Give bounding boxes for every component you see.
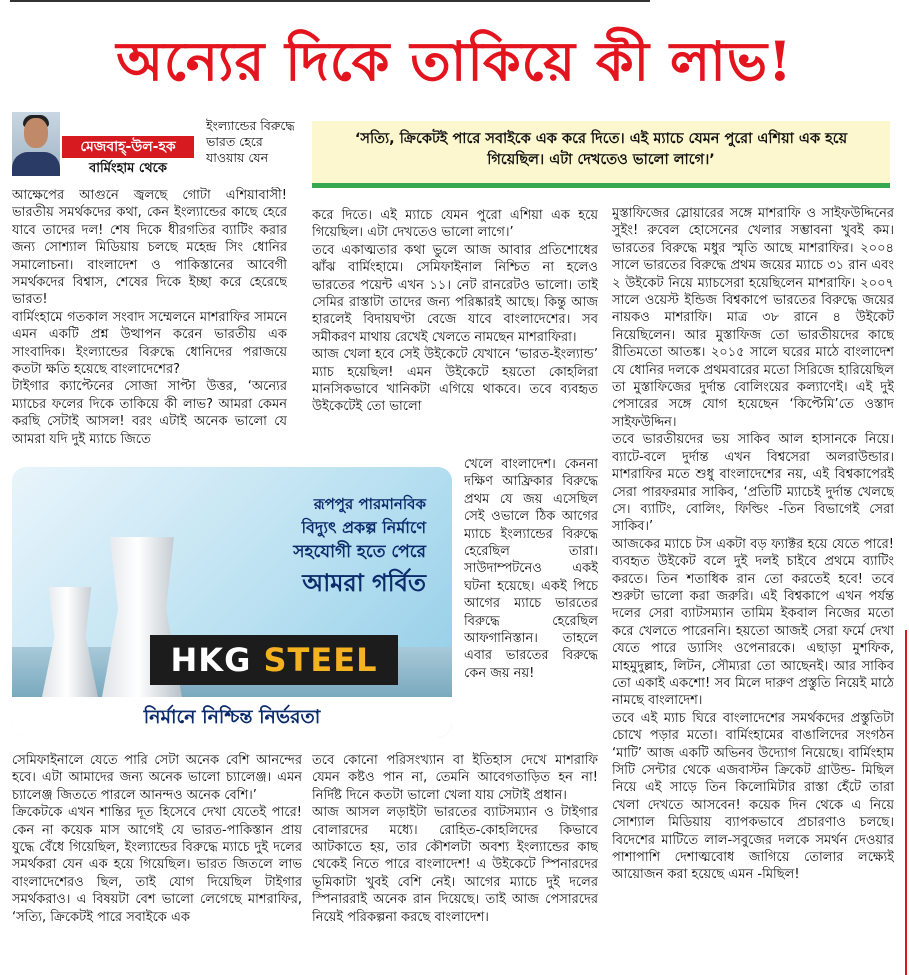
paragraph: আক্ষেপের আগুনে জ্বলছে গোটা এশিয়াবাসী! ভারতীয় সমর্থকদের কথা, কেন ইংল্যান্ডের কাছে হেরে যাবে তাদের দল! শেষ দিকে ধীরগতির ব্যাটিং করার জন্য সোশ্যাল মিডিয়ায় চলছে মহেন্দ্র সিং ধোনির সমালোচনা। বাংলাদেশ ও পাকিস্তানের আবেগী সমর্থকদের বিশ্বাস, শেষের দিকে ইচ্ছা করে হেরেছে ভারত!	[12, 188, 287, 308]
paragraph: সেমিফাইনালে যেতে পারি সেটা অনেক বেশি আনন্দের হবে। এটা আমাদের জন্য অনেক ভালো চ্যালেঞ্জ। এমন চ্যালেঞ্জ জিততে পারলে আনন্দও অনেক বেশি।’	[12, 753, 302, 803]
author-face	[24, 118, 48, 148]
column-2-narrow: খেলে বাংলাদেশ। কেননা দক্ষিণ আফ্রিকার বিরুদ্ধে প্রথম যে জয় এসেছিল সেই ওভালে ঠিক আগের ম্যাচে ইংল্যান্ডের বিরুদ্ধে হেরেছিল তারা। সাউদাম্পটনেও একই ঘটনা হয়েছে। একই পিচে আগের ম্যাচে ভারতের বিরুদ্ধে হেরেছিল আফগানিস্তান। তাহলে এবার ভারতের বিরুদ্ধে কেন জয় নয়!	[464, 457, 598, 681]
author-photo	[12, 112, 60, 176]
ad-tagline: নির্মানে নিশ্চিন্ত নির্ভরতা	[12, 697, 452, 737]
author-location: বার্মিংহাম থেকে	[89, 161, 167, 176]
column-2-top	[312, 207, 598, 453]
author-name: মেজবাহ্-উল-হক	[62, 136, 194, 158]
column-1-bottom	[12, 752, 302, 975]
ad-text-line: আমরা গর্বিত	[302, 569, 426, 597]
paragraph: তবে একাত্মতার কথা ভুলে আজ আবার প্রতিশোধের ঝাঁঝ বার্মিংহামে। সেমিফাইনাল নিশ্চিত না হলেও ভারতের পয়েন্ট এখন ১১। নেট রানরেটও ভালো। তাই সেমির রাস্তাটা তাদের জন্য পরিষ্কারই আছে। কিন্তু আজ হারলেই বিদায়ঘণ্টা বেজে যাবে বাংলাদেশের। সব সমীকরণ মাথায় রেখেই খেলতে নামছেন মাশরাফিরা।	[312, 242, 598, 345]
ad-text-line: রূপপুর পারমানবিক	[313, 495, 426, 513]
paragraph: বার্মিংহামে গতকাল সংবাদ সম্মেলনে মাশরাফির সামনে এমন একটি প্রশ্ন উত্থাপন করেন ভারতীয় এক সাংবাদিক। ইংল্যান্ডের বিরুদ্ধে ধোনিদের পরাজয়ে কতটা ক্ষতি হয়েছে বাংলাদেশের?	[12, 309, 287, 378]
pull-quote: ‘সত্যি, ক্রিকেটই পারে সবাইকে এক করে দিতে। এই ম্যাচে যেমন পুরো এশিয়া এক হয়ে গিয়েছিল। এটা দেখতেও ভালো লাগে।’	[312, 121, 890, 188]
paragraph: টাইগার ক্যাপ্টেনের সোজা সাপ্টা উত্তর, ‘অন্যের ম্যাচের ফলের দিকে তাকিয়ে কী লাভ? আমরা কেমন করছি সেটাই আসল! বরং এটাই অনেক ভালো যে আমরা যদি দুই ম্যাচে জিতে	[12, 379, 287, 447]
intro-text: ইংল্যান্ডের বিরুদ্ধে ভারত হেরে যাওয়ায় যেন	[206, 118, 295, 165]
top-rule	[10, 0, 650, 6]
right-rule	[905, 630, 907, 975]
logo-steel: STEEL	[263, 641, 378, 679]
paragraph: আজকের ম্যাচে টস একটা বড় ফ্যাক্টর হয়ে যেতে পারে! ব্যবহৃত উইকেট বলে দুই দলই চাইবে প্রথমে ব্যাটিং করতে। তিন শতাধিক রান তো করতেই হবে! তবে শুরুটা ভালো করা জরুরি। এই বিশ্বকাপে এখন পর্যন্ত দলের সেরা ব্যাটসম্যান তামিম ইকবাল নিজের মতো করে খেলতে পারেননি। হয়তো আজই সেরা ফর্মে দেখা যেতে পারে ড্যাসিং ওপেনারকে। এছাড়া মুশফিক, মাহমুদুল্লাহ, লিটন, সৌম্যরা তো আছেনই। আর সাকিব তো একাই একশো! সব মিলে দারুণ প্রস্তুতি নিয়েই মাঠে নামছে বাংলাদেশ।	[612, 536, 894, 709]
hkg-steel-advertisement	[12, 467, 452, 737]
column-1-top	[12, 187, 287, 455]
logo-hkg: HKG	[170, 641, 252, 679]
hkg-steel-logo	[150, 635, 398, 685]
paragraph: তবে ভারতীয়দের ভয় সাকিব আল হাসানকে নিয়ে। ব্যাটে-বলে দুর্দান্ত এখন বিশ্বসেরা অলরাউন্ডার। মাশরাফির মতে শুধু বাংলাদেশের নয়, এই বিশ্বকাপেরই সেরা পারফরমার সাকিব, ‘প্রতিটি ম্যাচেই দুর্দান্ত খেলছে সে। ব্যাটিং, বোলিং, ফিল্ডিং -তিন বিভাগেই সেরা সাকিব।’	[612, 432, 894, 535]
author-shirt	[12, 152, 60, 176]
paragraph: আজ আসল লড়াইটা ভারতের ব্যাটসম্যান ও টাইগার বোলারদের মধ্যে। রোহিত-কোহলিদের কিভাবে আটকাতে হয়, তার কৌশলটা অবশ্য ইংল্যান্ডের কাছ থেকেই নিতে পারে বাংলাদেশ! এ উইকেটে স্পিনারদের ভূমিকাটা খুবই বেশি নেই। আগের ম্যাচে দুই দলের স্পিনাররাই অনেক রান দিয়েছে। তাই আজ পেসারদের নিয়েই পরিকল্পনা করছে বাংলাদেশ।	[312, 805, 598, 925]
paragraph: তবে কোনো পরিসংখ্যান বা ইতিহাস দেখে মাশরাফি যেমন কষ্টও পান না, তেমনি আবেগতাড়িত হন না! নির্দিষ্ট দিনে কতটা ভালো খেলা যায় সেটাই প্রধান।	[312, 753, 598, 803]
paragraph: ক্রিকেটকে এখন শান্তির দূত হিসেবে দেখা যেতেই পারে! কেন না কয়েক মাস আগেই যে ভারত-পাকিস্তান প্রায় যুদ্ধে বেঁধে গিয়েছিল, ইংল্যান্ডের বিরুদ্ধে ম্যাচে দুই দলের সমর্থকরা যেন এক হয়ে গিয়েছিল। ভারত জিতলে লাভ বাংলাদেশেরও ছিল, তাই যোগ দিয়েছিল টাইগার সমর্থকরাও। এ বিষয়টা বেশ ভালো লেগেছে মাশরাফির, ‘সত্যি, ক্রিকেটই পারে সবাইকে এক	[12, 805, 302, 925]
ad-text-line: সহযোগী হতে পেরে	[293, 542, 426, 562]
paragraph: করে দিতে। এই ম্যাচে যেমন পুরো এশিয়া এক হয়ে গিয়েছিল। এটা দেখতেও ভালো লাগে।’	[312, 208, 598, 241]
cooling-tower-icon	[42, 587, 98, 697]
ad-text-line: বিদ্যুৎ প্রকল্প নির্মাণে	[301, 518, 426, 537]
paragraph: তবে এই ম্যাচ ঘিরে বাংলাদেশের সমর্থকদের প্রস্তুতিটা চোখে পড়ার মতো। বার্মিংহামের বাঙালিদের সংগঠন ‘মাটি’ আজ একটি অভিনব উদ্যোগ নিয়েছে। বার্মিংহাম সিটি সেন্টার থেকে এজবাস্টন ক্রিকেট গ্রাউন্ড- মিছিল নিয়ে এই সাড়ে তিন কিলোমিটার রাস্তা হেঁটে তারা খেলা দেখতে আসবেন! কয়েক দিন থেকে এ নিয়ে সোশ্যাল মিডিয়ায় ব্যাপকভাবে প্রচারণাও চলছে। বিদেশের মাটিতে লাল-সবুজের দলকে সমর্থন দেওয়ার পাশাপাশি দেশাত্মবোধ জাগিয়ে তোলার লক্ষ্যেই আয়োজন করা হয়েছে এমন -মিছিল!	[612, 710, 894, 883]
column-3	[612, 205, 894, 975]
column-2-bottom	[312, 752, 598, 975]
paragraph: মুস্তাফিজের স্লোয়ারের সঙ্গে মাশরাফি ও সাইফউদ্দিনের সুইং! রুবেল হোসেনের খেলার সম্ভাবনা খুবই কম। ভারতের বিরুদ্ধে মধুর স্মৃতি আছে মাশরাফির। ২০০৪ সালে ভারতের বিরুদ্ধে প্রথম জয়ের ম্যাচে ৩১ রান এবং ২ উইকেট নিয়ে ম্যাচসেরা হয়েছিলেন মাশরাফি। ২০০৭ সালে ওয়েস্ট ইন্ডিজ বিশ্বকাপে ভারতের বিরুদ্ধে জয়ের নায়কও মাশরাফি। মাত্র ৩৮ রানে ৪ উইকেট নিয়েছিলেন। আর মুস্তাফিজ তো ভারতীয়দের কাছে রীতিমতো আতঙ্ক। ২০১৫ সালে ঘরের মাঠে বাংলাদেশ যে ধোনির দলকে প্রথমবারের মতো সিরিজে হারিয়েছিল তা মুস্তাফিজের দুর্দান্ত বোলিংয়ের কল্যাণেই। এই দুই পেসারের সঙ্গে যোগ হয়েছেন ‘কিপ্টেমি’তে ওস্তাদ সাইফউদ্দিন।	[612, 206, 894, 430]
headline: অন্যের দিকে তাকিয়ে কী লাভ!	[116, 29, 793, 93]
paragraph: আজ খেলা হবে সেই উইকেটে যেখানে ‘ভারত-ইংল্যান্ড’ ম্যাচ হয়েছিল! এমন উইকেটে হয়তো কোহলিরা মানসিকভাবে খানিকটা এগিয়ে থাকবে। তবে ব্যবহৃত উইকেটেই তো ভালো	[312, 347, 598, 415]
